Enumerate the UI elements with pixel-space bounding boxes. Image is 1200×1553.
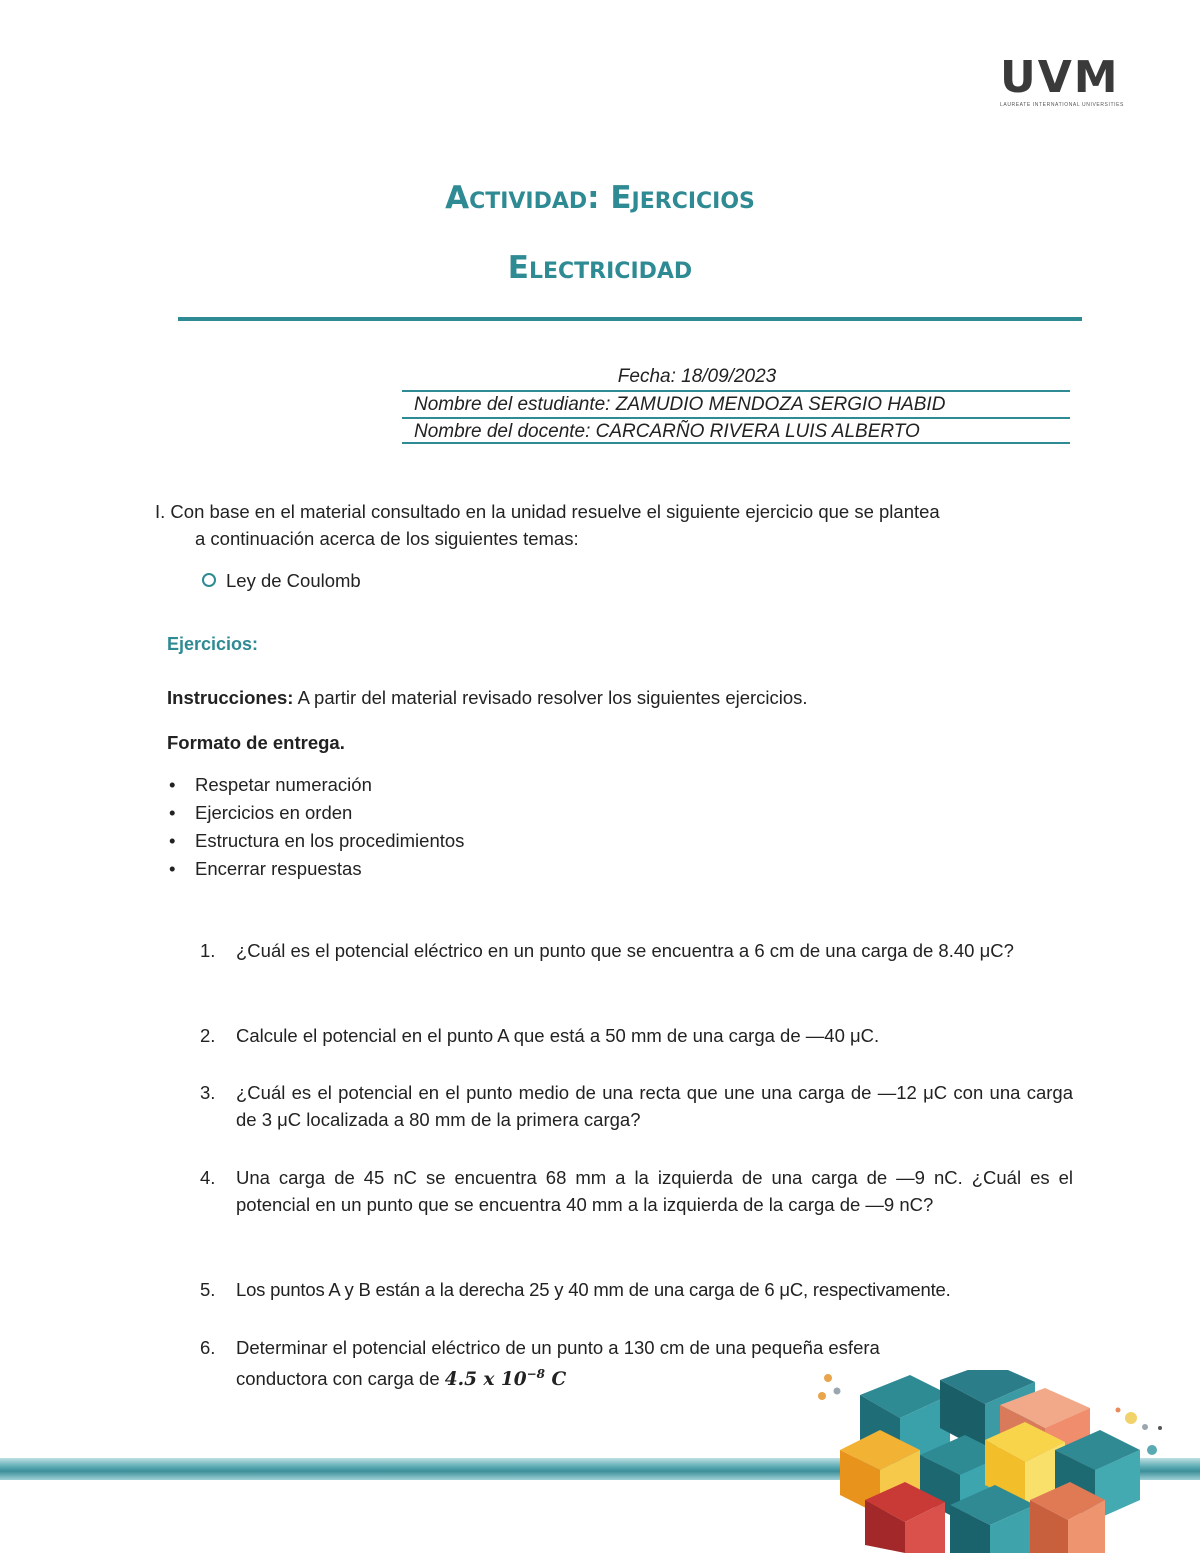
intro-line-1: I. Con base en el material consultado en la unidad resuelve el siguiente ejercicio que se plantea bbox=[155, 501, 940, 522]
exercise-item bbox=[200, 937, 1073, 964]
decorative-cubes-graphic bbox=[800, 1370, 1200, 1553]
circle-bullet-icon bbox=[202, 573, 216, 587]
logo-subtext: LAUREATE INTERNATIONAL UNIVERSITIES bbox=[1000, 102, 1124, 108]
math-exponent: −8 bbox=[526, 1367, 546, 1381]
charge-value bbox=[445, 1369, 566, 1390]
exercise-text: conductora con carga de bbox=[236, 1368, 445, 1390]
list-item: • Ejercicios en orden bbox=[167, 799, 464, 827]
list-item: • Estructura en los procedimientos bbox=[167, 827, 464, 855]
exercise-text: Los puntos A y B están a la derecha 25 y 40 mm de una carga de 6 μC, respectivamente. bbox=[236, 1279, 951, 1300]
topic-item: Ley de Coulomb bbox=[226, 570, 361, 591]
exercise-item bbox=[200, 1164, 1073, 1218]
list-item: • Respetar numeración bbox=[167, 771, 464, 799]
intro-paragraph bbox=[155, 498, 1073, 552]
exercise-text: Calcule el potencial en el punto A que está a 50 mm de una carga de —40 μC. bbox=[236, 1025, 880, 1046]
title-divider bbox=[178, 317, 1082, 321]
math-base: 4.5 x 10 bbox=[444, 1369, 527, 1391]
format-list bbox=[167, 771, 464, 883]
instructions-text: A partir del material revisado resolver los siguientes ejercicios. bbox=[293, 687, 808, 708]
meta-divider bbox=[402, 442, 1070, 444]
logo-text: UVM bbox=[1000, 52, 1120, 103]
exercise-number: 4. bbox=[200, 1167, 216, 1188]
math-unit: C bbox=[545, 1369, 567, 1391]
exercise-number: 3. bbox=[200, 1082, 216, 1103]
teacher-name: Nombre del docente: CARCARÑO RIVERA LUIS ALBERTO bbox=[414, 421, 920, 442]
format-label: Formato de entrega. bbox=[167, 732, 345, 753]
date-field: Fecha: 18/09/2023 bbox=[617, 366, 777, 387]
exercise-text: Determinar el potencial eléctrico de un punto a 130 cm de una pequeña esfera bbox=[236, 1337, 880, 1358]
instructions-label: Instrucciones: bbox=[167, 687, 294, 708]
exercise-number: 2. bbox=[200, 1025, 216, 1046]
list-item: • Encerrar respuestas bbox=[167, 855, 464, 883]
exercise-number: 6. bbox=[200, 1337, 216, 1358]
exercise-item bbox=[200, 1079, 1073, 1133]
instructions bbox=[167, 684, 808, 711]
student-name: Nombre del estudiante: ZAMUDIO MENDOZA SERGIO HABID bbox=[414, 394, 946, 415]
exercise-text: Una carga de 45 nC se encuentra 68 mm a la izquierda de una carga de —9 nC. ¿Cuál es el potencial en un punto que se encuentra 40 mm a la izquierda de la carga de —9 nC? bbox=[236, 1167, 1073, 1215]
exercise-number: 5. bbox=[200, 1279, 216, 1300]
intro-line-2: a continuación acerca de los siguientes temas: bbox=[195, 528, 579, 549]
exercise-text: ¿Cuál es el potencial eléctrico en un punto que se encuentra a 6 cm de una carga de 8.40 μC? bbox=[236, 940, 1014, 961]
document-subtitle: Electricidad bbox=[507, 250, 693, 286]
exercise-text: ¿Cuál es el potencial en el punto medio de una recta que une una carga de —12 μC con una carga de 3 μC localizada a 80 mm de la primera carga? bbox=[236, 1082, 1073, 1130]
exercise-item bbox=[200, 1022, 1073, 1049]
exercise-number: 1. bbox=[200, 940, 216, 961]
document-title: Actividad: Ejercicios bbox=[445, 180, 755, 216]
uvm-logo bbox=[1000, 52, 1125, 108]
exercise-item bbox=[200, 1276, 1073, 1303]
section-heading: Ejercicios: bbox=[167, 634, 259, 654]
